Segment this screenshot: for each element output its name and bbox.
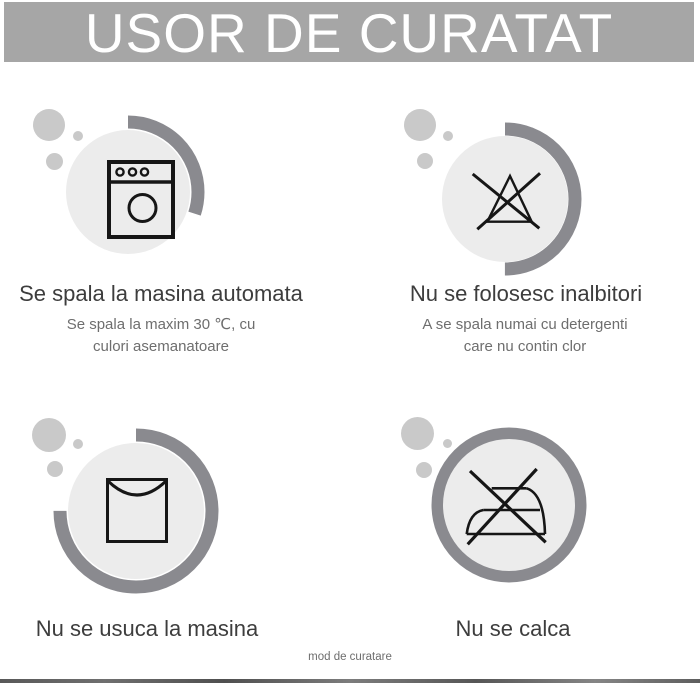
subtitle-line: care nu contin clor [463,338,587,355]
no-bleach-icon [470,170,542,232]
subtitle-line: Se spala la maxim 30 ℃, cu [66,316,256,333]
no-iron-icon [464,466,548,548]
cropped-edge-artifact [0,679,700,683]
washing-machine-icon [107,160,175,239]
care-heading: Nu se usuca la masina [35,616,259,641]
subtitle-line: A se spala numai cu detergenti [422,316,628,333]
care-subtitle [365,314,685,358]
care-subtitle [0,314,322,358]
footer-caption: mod de curatare [308,651,392,663]
care-heading: Nu se calca [455,616,571,641]
no-tumble-dry-icon [106,478,168,543]
subtitle-line: culori asemanatoare [93,338,229,355]
care-heading: Se spala la masina automata [19,281,303,306]
care-heading: Nu se folosesc inalbitori [409,281,643,306]
page-title: USOR DE CURATAT [4,2,694,62]
